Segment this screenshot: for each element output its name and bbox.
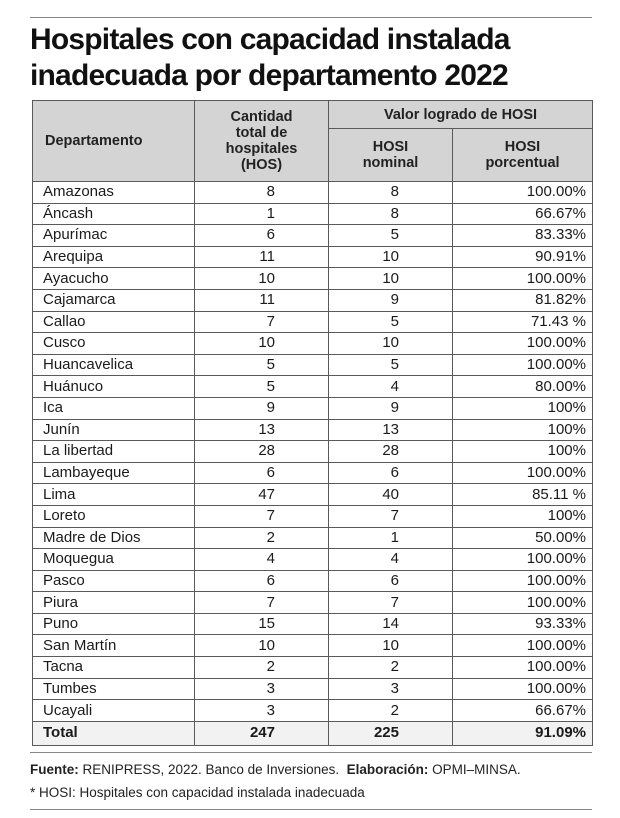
hosi-percent-cell: 85.11 % <box>453 484 593 506</box>
hosi-percent-cell: 66.67% <box>453 203 593 225</box>
hosi-percent-cell: 90.91% <box>453 246 593 268</box>
department-cell: San Martín <box>33 635 195 657</box>
department-cell: Apurímac <box>33 225 195 247</box>
department-cell: Pasco <box>33 570 195 592</box>
department-cell: Madre de Dios <box>33 527 195 549</box>
hosi-nominal-cell: 225 <box>329 721 453 745</box>
hosi-nominal-cell: 8 <box>329 182 453 204</box>
hos-cell: 9 <box>195 397 329 419</box>
hosi-nominal-cell: 10 <box>329 246 453 268</box>
hosi-nominal-cell: 10 <box>329 268 453 290</box>
table-row <box>33 376 593 398</box>
table-row <box>33 462 593 484</box>
hos-cell: 3 <box>195 700 329 722</box>
hosi-percent-cell: 100.00% <box>453 268 593 290</box>
hos-cell: 28 <box>195 441 329 463</box>
department-cell: Amazonas <box>33 182 195 204</box>
total-row <box>33 721 593 745</box>
hos-cell: 2 <box>195 527 329 549</box>
hosi-nominal-cell: 7 <box>329 505 453 527</box>
hos-cell: 10 <box>195 268 329 290</box>
department-cell: Huánuco <box>33 376 195 398</box>
hosi-percent-cell: 50.00% <box>453 527 593 549</box>
hosi-nominal-cell: 5 <box>329 354 453 376</box>
hosi-percent-cell: 91.09% <box>453 721 593 745</box>
hosi-nominal-cell: 40 <box>329 484 453 506</box>
hosi-percent-cell: 100.00% <box>453 354 593 376</box>
hosi-percent-cell: 100.00% <box>453 462 593 484</box>
hosi-percent-cell: 100% <box>453 397 593 419</box>
hosi-percent-cell: 80.00% <box>453 376 593 398</box>
hos-cell: 10 <box>195 635 329 657</box>
department-cell: Tacna <box>33 657 195 679</box>
footnote: * HOSI: Hospitales con capacidad instalada inadecuada <box>30 785 365 800</box>
hosi-percent-cell: 93.33% <box>453 613 593 635</box>
source-line <box>30 762 521 777</box>
header-hosi-nominal: HOSI nominal <box>329 129 453 182</box>
hosi-percent-cell: 100% <box>453 441 593 463</box>
table-body <box>33 182 593 746</box>
hosi-percent-cell: 100.00% <box>453 678 593 700</box>
hos-cell: 13 <box>195 419 329 441</box>
top-rule <box>30 17 592 18</box>
hos-cell: 11 <box>195 246 329 268</box>
department-cell: Lambayeque <box>33 462 195 484</box>
table-row <box>33 549 593 571</box>
table-row <box>33 592 593 614</box>
hosi-percent-cell: 100% <box>453 419 593 441</box>
header-hosi-percent: HOSI porcentual <box>453 129 593 182</box>
department-cell: La libertad <box>33 441 195 463</box>
hos-cell: 2 <box>195 657 329 679</box>
hosi-nominal-cell: 3 <box>329 678 453 700</box>
hosi-percent-cell: 66.67% <box>453 700 593 722</box>
table-row <box>33 635 593 657</box>
department-cell: Total <box>33 721 195 745</box>
department-cell: Puno <box>33 613 195 635</box>
title-line-1: Hospitales con capacidad instalada <box>30 23 510 56</box>
hosi-nominal-cell: 28 <box>329 441 453 463</box>
table-row <box>33 570 593 592</box>
department-cell: Arequipa <box>33 246 195 268</box>
department-cell: Ica <box>33 397 195 419</box>
hosi-nominal-cell: 14 <box>329 613 453 635</box>
hospitals-table <box>32 100 593 746</box>
elaboration-text: OPMI–MINSA. <box>428 762 521 777</box>
table-row <box>33 505 593 527</box>
hosi-nominal-cell: 5 <box>329 311 453 333</box>
hosi-nominal-cell: 4 <box>329 376 453 398</box>
department-cell: Junín <box>33 419 195 441</box>
hos-cell: 6 <box>195 225 329 247</box>
department-cell: Moquegua <box>33 549 195 571</box>
hosi-percent-cell: 100.00% <box>453 333 593 355</box>
department-cell: Callao <box>33 311 195 333</box>
hos-cell: 6 <box>195 570 329 592</box>
hos-cell: 247 <box>195 721 329 745</box>
table-row <box>33 613 593 635</box>
table-row <box>33 311 593 333</box>
table-row <box>33 289 593 311</box>
hosi-nominal-cell: 5 <box>329 225 453 247</box>
footer-rule-bottom <box>30 809 592 810</box>
department-cell: Piura <box>33 592 195 614</box>
hos-cell: 7 <box>195 311 329 333</box>
hosi-nominal-cell: 4 <box>329 549 453 571</box>
hosi-nominal-cell: 9 <box>329 289 453 311</box>
hosi-percent-cell: 100% <box>453 505 593 527</box>
hos-cell: 15 <box>195 613 329 635</box>
table-row <box>33 333 593 355</box>
table-row <box>33 246 593 268</box>
hos-cell: 7 <box>195 505 329 527</box>
hosi-nominal-cell: 2 <box>329 657 453 679</box>
hosi-percent-cell: 100.00% <box>453 635 593 657</box>
hos-cell: 5 <box>195 376 329 398</box>
title-line-2: inadecuada por departamento 2022 <box>30 59 508 92</box>
table-row <box>33 354 593 376</box>
table-row <box>33 268 593 290</box>
department-cell: Cusco <box>33 333 195 355</box>
table-row <box>33 203 593 225</box>
hosi-percent-cell: 71.43 % <box>453 311 593 333</box>
hos-cell: 6 <box>195 462 329 484</box>
table-row <box>33 441 593 463</box>
footer-rule-top <box>30 752 592 753</box>
hosi-nominal-cell: 10 <box>329 635 453 657</box>
department-cell: Áncash <box>33 203 195 225</box>
department-cell: Loreto <box>33 505 195 527</box>
header-department: Departamento <box>33 101 195 182</box>
table-row <box>33 419 593 441</box>
hosi-nominal-cell: 6 <box>329 462 453 484</box>
hos-cell: 4 <box>195 549 329 571</box>
hosi-percent-cell: 100.00% <box>453 657 593 679</box>
hosi-percent-cell: 100.00% <box>453 182 593 204</box>
hosi-percent-cell: 100.00% <box>453 549 593 571</box>
hosi-nominal-cell: 2 <box>329 700 453 722</box>
department-cell: Ucayali <box>33 700 195 722</box>
table-row <box>33 657 593 679</box>
department-cell: Huancavelica <box>33 354 195 376</box>
hos-cell: 3 <box>195 678 329 700</box>
department-cell: Ayacucho <box>33 268 195 290</box>
table-row <box>33 527 593 549</box>
hosi-percent-cell: 83.33% <box>453 225 593 247</box>
hosi-nominal-cell: 9 <box>329 397 453 419</box>
header-hos: Cantidad total de hospitales (HOS) <box>195 101 329 182</box>
department-cell: Lima <box>33 484 195 506</box>
department-cell: Tumbes <box>33 678 195 700</box>
header-hosi-group: Valor logrado de HOSI <box>329 101 593 129</box>
hosi-nominal-cell: 10 <box>329 333 453 355</box>
hosi-nominal-cell: 13 <box>329 419 453 441</box>
table-row <box>33 225 593 247</box>
hos-cell: 1 <box>195 203 329 225</box>
hosi-nominal-cell: 7 <box>329 592 453 614</box>
hos-cell: 11 <box>195 289 329 311</box>
hosi-nominal-cell: 1 <box>329 527 453 549</box>
table-row <box>33 700 593 722</box>
source-text: RENIPRESS, 2022. Banco de Inversiones. <box>78 762 340 777</box>
source-label: Fuente: <box>30 762 79 777</box>
hos-cell: 47 <box>195 484 329 506</box>
hos-cell: 5 <box>195 354 329 376</box>
page-title <box>30 22 600 94</box>
hos-cell: 7 <box>195 592 329 614</box>
hosi-nominal-cell: 6 <box>329 570 453 592</box>
hosi-percent-cell: 81.82% <box>453 289 593 311</box>
department-cell: Cajamarca <box>33 289 195 311</box>
table-row <box>33 182 593 204</box>
hosi-nominal-cell: 8 <box>329 203 453 225</box>
hos-cell: 10 <box>195 333 329 355</box>
hosi-percent-cell: 100.00% <box>453 570 593 592</box>
hosi-percent-cell: 100.00% <box>453 592 593 614</box>
table-row <box>33 484 593 506</box>
table-row <box>33 678 593 700</box>
elaboration-label: Elaboración: <box>346 762 429 777</box>
hos-cell: 8 <box>195 182 329 204</box>
table-row <box>33 397 593 419</box>
